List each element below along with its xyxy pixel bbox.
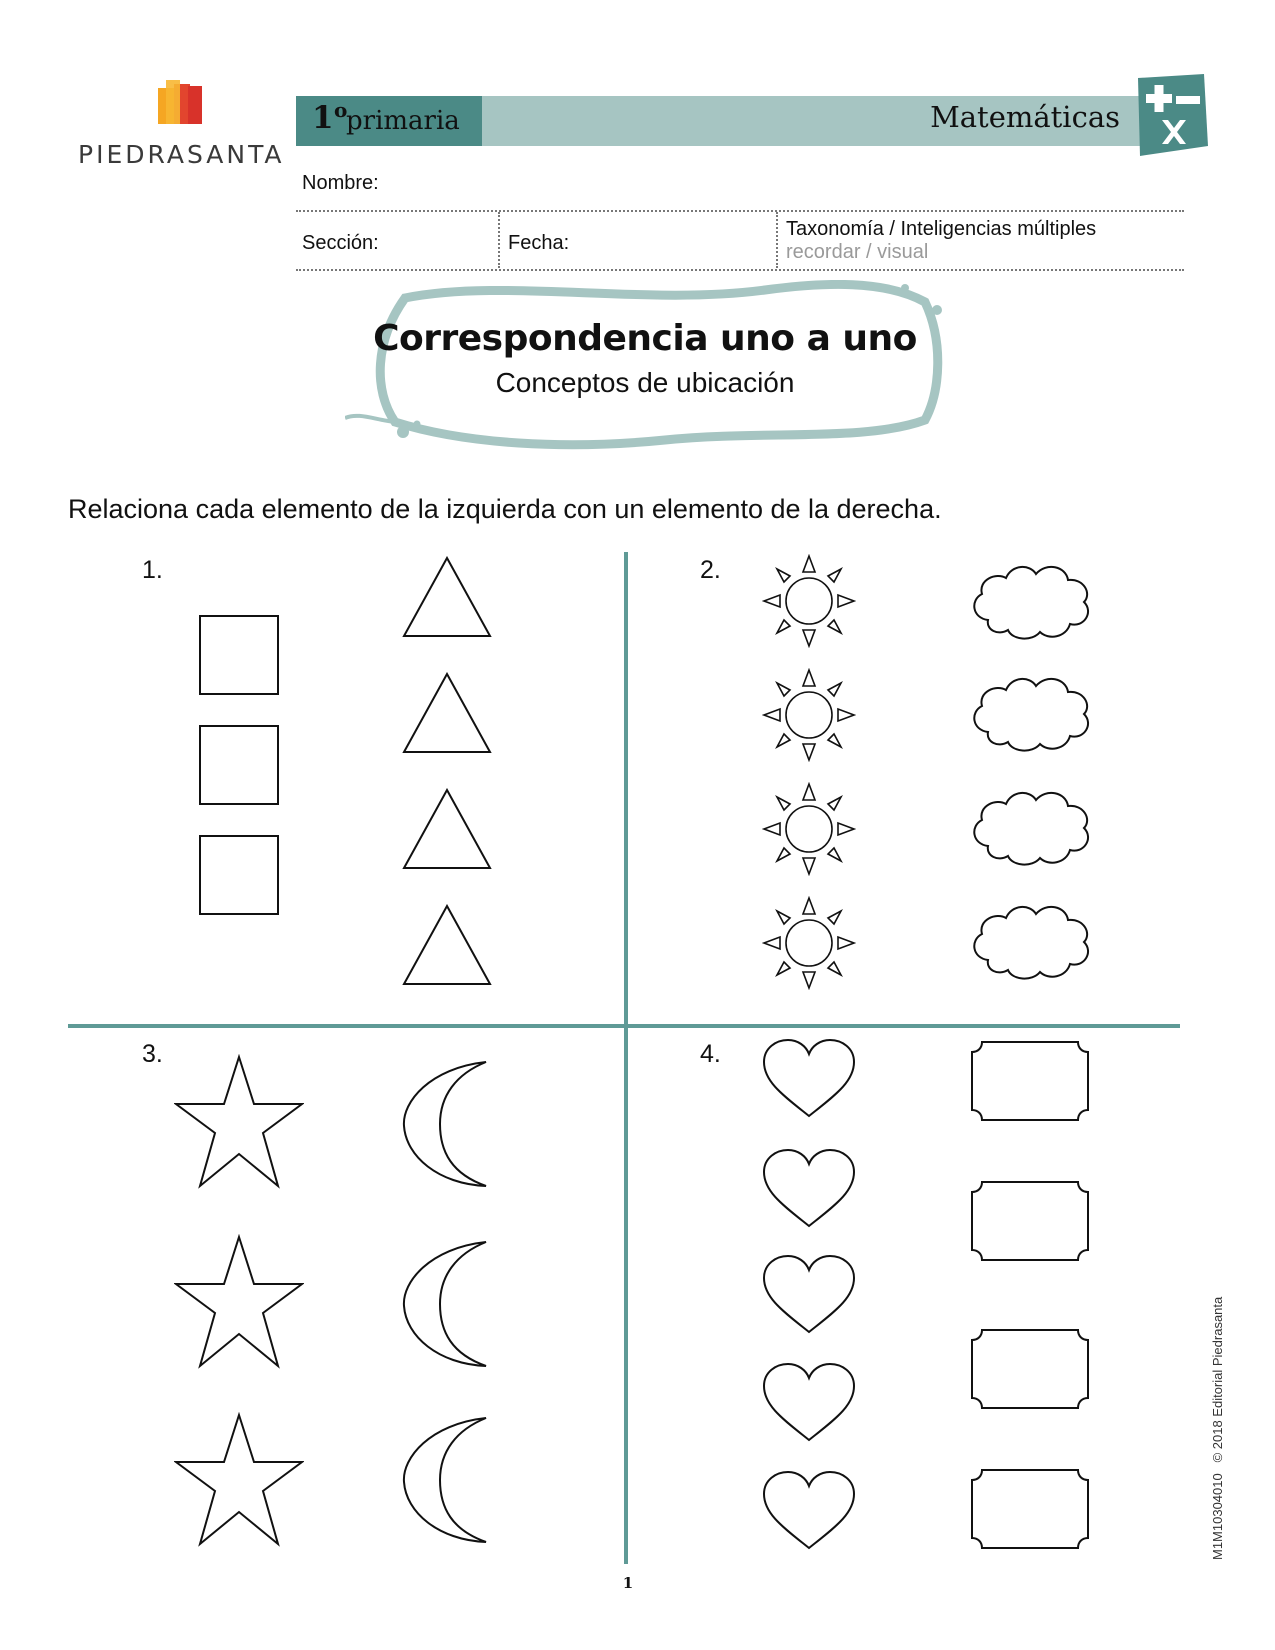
name-field[interactable]	[400, 168, 1180, 208]
grade-number: 1	[312, 100, 334, 136]
heart-icon[interactable]	[762, 1470, 856, 1552]
star-icon[interactable]	[174, 1234, 304, 1370]
triangle-icon[interactable]	[402, 556, 492, 638]
heart-icon[interactable]	[762, 1038, 856, 1120]
instruction-text: Relaciona cada elemento de la izquierda con un elemento de la derecha.	[68, 494, 942, 524]
moon-icon[interactable]	[400, 1414, 490, 1546]
grade-label	[296, 96, 482, 146]
taxonomy-label: Taxonomía / Inteligencias múltiples	[786, 218, 1097, 240]
triangle-icon[interactable]	[402, 904, 492, 986]
exercise-number: 3.	[142, 1040, 163, 1068]
quadrant-divider-vertical	[624, 552, 628, 1564]
name-field-label: Nombre:	[302, 172, 379, 194]
exercise-number: 2.	[700, 556, 721, 584]
heart-icon[interactable]	[762, 1254, 856, 1336]
divider-line	[296, 269, 1184, 271]
heart-icon[interactable]	[762, 1362, 856, 1444]
sun-icon[interactable]	[762, 782, 856, 876]
section-field-label: Sección:	[302, 232, 379, 254]
divider-line	[776, 212, 778, 268]
brand-name: PIEDRASANTA	[78, 140, 285, 169]
page-number: 1	[622, 1574, 634, 1592]
taxonomy-value: recordar / visual	[786, 241, 929, 263]
product-code: M1M10304010	[1210, 1473, 1225, 1560]
date-field[interactable]	[570, 218, 770, 264]
divider-line	[296, 210, 1184, 212]
square-icon[interactable]	[198, 724, 280, 806]
sun-icon[interactable]	[762, 554, 856, 648]
label-frame-icon[interactable]	[970, 1040, 1090, 1122]
exercise-number: 4.	[700, 1040, 721, 1068]
cloud-icon[interactable]	[968, 898, 1096, 982]
cloud-icon[interactable]	[968, 784, 1096, 868]
page-subtitle: Conceptos de ubicación	[495, 367, 795, 398]
cloud-icon[interactable]	[968, 558, 1096, 642]
grade-word: primaria	[346, 106, 460, 136]
moon-icon[interactable]	[400, 1058, 490, 1190]
quadrant-divider-horizontal	[68, 1024, 1180, 1028]
copyright-text: © 2018 Editorial Piedrasanta	[1210, 1296, 1225, 1463]
sun-icon[interactable]	[762, 668, 856, 762]
label-frame-icon[interactable]	[970, 1328, 1090, 1410]
subject-title: Matemáticas	[930, 100, 1120, 134]
triangle-icon[interactable]	[402, 788, 492, 870]
copyright-note	[1210, 1240, 1225, 1560]
sun-icon[interactable]	[762, 896, 856, 990]
date-field-label: Fecha:	[508, 232, 570, 254]
triangle-icon[interactable]	[402, 672, 492, 754]
heart-icon[interactable]	[762, 1148, 856, 1230]
section-field[interactable]	[385, 218, 495, 264]
label-frame-icon[interactable]	[970, 1180, 1090, 1262]
cloud-icon[interactable]	[968, 670, 1096, 754]
publisher-logo	[78, 80, 285, 180]
star-icon[interactable]	[174, 1054, 304, 1190]
moon-icon[interactable]	[400, 1238, 490, 1370]
divider-line	[498, 212, 500, 268]
exercise-number: 1.	[142, 556, 163, 584]
square-icon[interactable]	[198, 834, 280, 916]
label-frame-icon[interactable]	[970, 1468, 1090, 1550]
square-icon[interactable]	[198, 614, 280, 696]
page-title: Correspondencia uno a uno	[373, 318, 917, 359]
book-logo-icon	[156, 80, 208, 132]
grade-ordinal: o	[334, 98, 348, 122]
star-icon[interactable]	[174, 1412, 304, 1548]
math-operations-icon	[1130, 72, 1210, 162]
